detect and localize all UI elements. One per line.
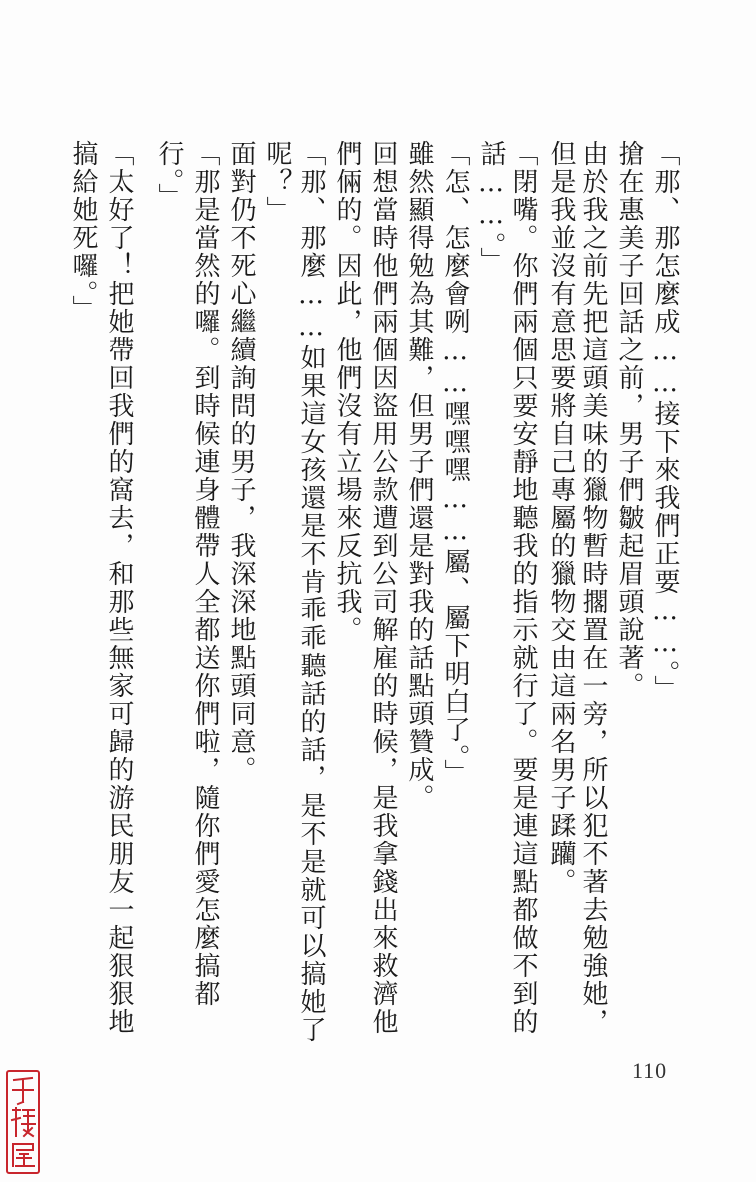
- text-column-3: 由於我之前先把這頭美味的獵物暫時擱置在一旁，所以犯不著去勉強她，: [578, 140, 608, 1036]
- text-column-12: 呢？」: [262, 140, 292, 224]
- seal-glyphs: [8, 1072, 38, 1172]
- text-column-14: 「那是當然的囉。到時候連身體帶人全都送你們啦，隨你們愛怎麼搞都: [190, 140, 220, 1008]
- text-column-16: 「太好了！把她帶回我們的窩去，和那些無家可歸的游民朋友一起狠狠地: [104, 140, 134, 1036]
- text-column-13: 面對仍不死心繼續詢問的男子，我深深地點頭同意。: [226, 140, 256, 784]
- text-column-10: 們倆的。因此，他們沒有立場來反抗我。: [332, 140, 362, 644]
- page-number: 110: [632, 1058, 668, 1083]
- text-column-7: 「怎、怎麼會咧……嘿嘿嘿……屬、屬下明白了。」: [440, 140, 470, 787]
- text-column-1: 「那、那怎麼成……接下來我們正要……。」: [650, 140, 680, 703]
- text-column-15: 行。」: [154, 140, 184, 211]
- text-column-9: 回想當時他們兩個因盜用公款遭到公司解雇的時候，是我拿錢出來救濟他: [368, 140, 398, 1036]
- text-column-5: 「閉嘴。你們兩個只要安靜地聽我的指示就行了。要是連這點都做不到的: [508, 140, 538, 1036]
- text-column-4: 但是我並沒有意思要將自己專屬的獵物交由這兩名男子蹂躪。: [546, 140, 576, 896]
- publisher-seal: [6, 1070, 40, 1174]
- text-column-8: 雖然顯得勉為其難，但男子們還是對我的話點頭贊成。: [404, 140, 434, 812]
- text-column-11: 「那、那麼……如果這女孩還是不肯乖乖聽話的話，是不是就可以搞她了: [296, 140, 326, 1044]
- text-column-17: 搞給她死囉。」: [68, 140, 98, 323]
- text-column-6: 話……。」: [476, 140, 506, 275]
- text-column-2: 搶在惠美子回話之前，男子們皺起眉頭說著。: [614, 140, 644, 700]
